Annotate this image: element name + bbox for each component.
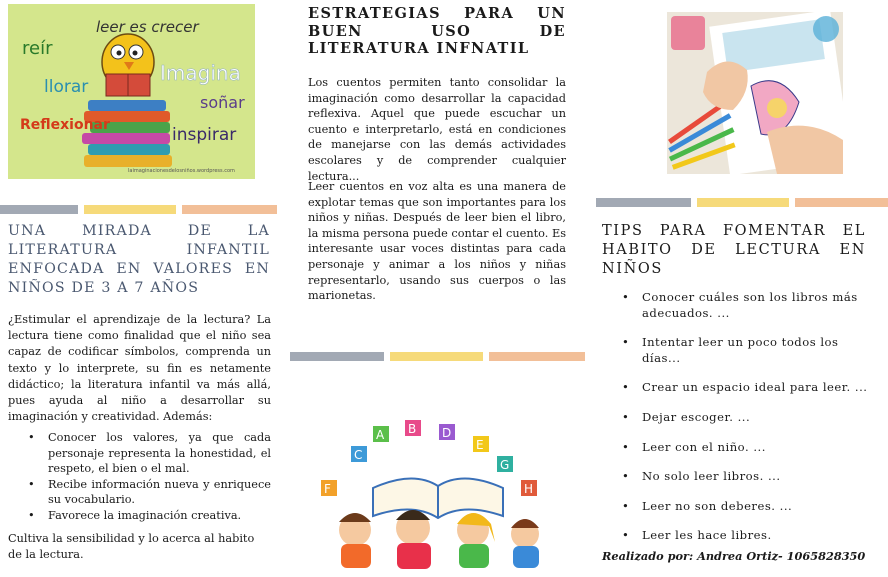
phrase-leer-es-crecer: leer es crecer bbox=[96, 18, 199, 36]
list-item: • Crear un espacio ideal para leer. ... bbox=[600, 380, 868, 396]
kids-reading-illustration bbox=[313, 418, 563, 571]
list-item: • Leer con el niño. ... bbox=[600, 440, 868, 456]
svg-text:inspirar: inspirar bbox=[172, 125, 237, 145]
tips-list bbox=[600, 290, 868, 544]
list-item: • Favorece la imaginación creativa. bbox=[8, 508, 271, 524]
divider-bar-peach bbox=[795, 198, 888, 207]
list-item: • Intentar leer un poco todos los días... bbox=[600, 335, 868, 366]
section-title-mirada: UNA MIRADA DE LA LITERATURA INFANTIL ENFOCADA EN VALORES EN NIÑOS DE 3 A 7 AÑOS bbox=[8, 223, 270, 296]
svg-text:F: F bbox=[324, 482, 331, 496]
svg-text:G: G bbox=[500, 458, 510, 472]
values-list bbox=[8, 430, 271, 523]
list-item: • Conocer los valores, ya que cada personaje representa la honestidad, el respeto, el bien o el mal. bbox=[8, 430, 271, 477]
svg-text:llorar: llorar bbox=[44, 77, 89, 97]
section-title-estrategias: ESTRATEGIAS PARA UN BUEN USO DE LITERATURA INFNATIL bbox=[308, 5, 566, 57]
strategies-paragraph-1: Los cuentos permiten tanto consolidar la imaginación como desarrollar la capacidad reflexiva. Aquel que puede escuchar un cuento e interpretarlo, está en condiciones de manejarse con las demás actividades escolares y de comprender cualquier lectura... bbox=[308, 76, 566, 183]
svg-text:soñar: soñar bbox=[200, 93, 245, 112]
divider-bar-yellow bbox=[697, 198, 789, 207]
list-item: • Conocer cuáles son los libros más adecuados. ... bbox=[600, 290, 868, 321]
strategies-paragraph-2: Leer cuentos en voz alta es una manera de explotar temas que son importantes para los niños y niñas. Después de leer bien el libro, la misma persona puede contar el cuento. Es interesante usar voces distintas para cada personaje y animar a los niños y niñas representarlo, usando sus cuerpos o las marionetas. bbox=[308, 180, 566, 303]
svg-text:E: E bbox=[476, 438, 484, 452]
svg-text:H: H bbox=[524, 482, 534, 496]
divider-bar-yellow bbox=[390, 352, 483, 361]
svg-text:Imagina: Imagina bbox=[160, 61, 241, 85]
section-title-tips: TIPS PARA FOMENTAR EL HABITO DE LECTURA EN NIÑOS bbox=[602, 223, 866, 277]
divider-bar-yellow bbox=[84, 205, 176, 214]
divider-bar-gray bbox=[0, 205, 78, 214]
author-credit: Realizado por: Andrea Ortiz- 1065828350 bbox=[602, 549, 866, 563]
svg-text:reír: reír bbox=[22, 38, 53, 59]
list-item: • Leer les hace libres. bbox=[600, 528, 868, 544]
divider-bar-peach bbox=[489, 352, 585, 361]
divider-bar-gray bbox=[290, 352, 384, 361]
list-item: • No solo leer libros. ... bbox=[600, 469, 868, 485]
svg-text:Reflexionar: Reflexionar bbox=[20, 117, 110, 133]
svg-text:A: A bbox=[376, 428, 385, 442]
intro-paragraph: ¿Estimular el aprendizaje de la lectura? La lectura tiene como finalidad que el niño sea capaz de codificar símbolos, comprenda un texto y lo interprete, su fin es netamente didáctico; la literatura infantil va más allá, pues ayuda al niño a desarrollar su imaginación y creatividad. Además: bbox=[8, 313, 271, 424]
divider-bar-peach bbox=[182, 205, 277, 214]
svg-text:laimaginacionesdelosniños.word: laimaginacionesdelosniños.wordpress.com bbox=[128, 168, 235, 174]
list-item: • Dejar escoger. ... bbox=[600, 410, 868, 426]
divider-bar-gray bbox=[596, 198, 691, 207]
closing-paragraph: Cultiva la sensibilidad y lo acerca al habito de la lectura. bbox=[8, 532, 255, 561]
svg-text:B: B bbox=[408, 422, 417, 436]
list-item: • Recibe información nueva y enriquece su vocabulario. bbox=[8, 477, 271, 508]
list-item: • Leer no son deberes. ... bbox=[600, 499, 868, 515]
svg-text:C: C bbox=[354, 448, 363, 462]
child-drawing-photo bbox=[667, 12, 843, 174]
svg-text:D: D bbox=[442, 426, 452, 440]
reading-values-illustration bbox=[8, 4, 255, 179]
